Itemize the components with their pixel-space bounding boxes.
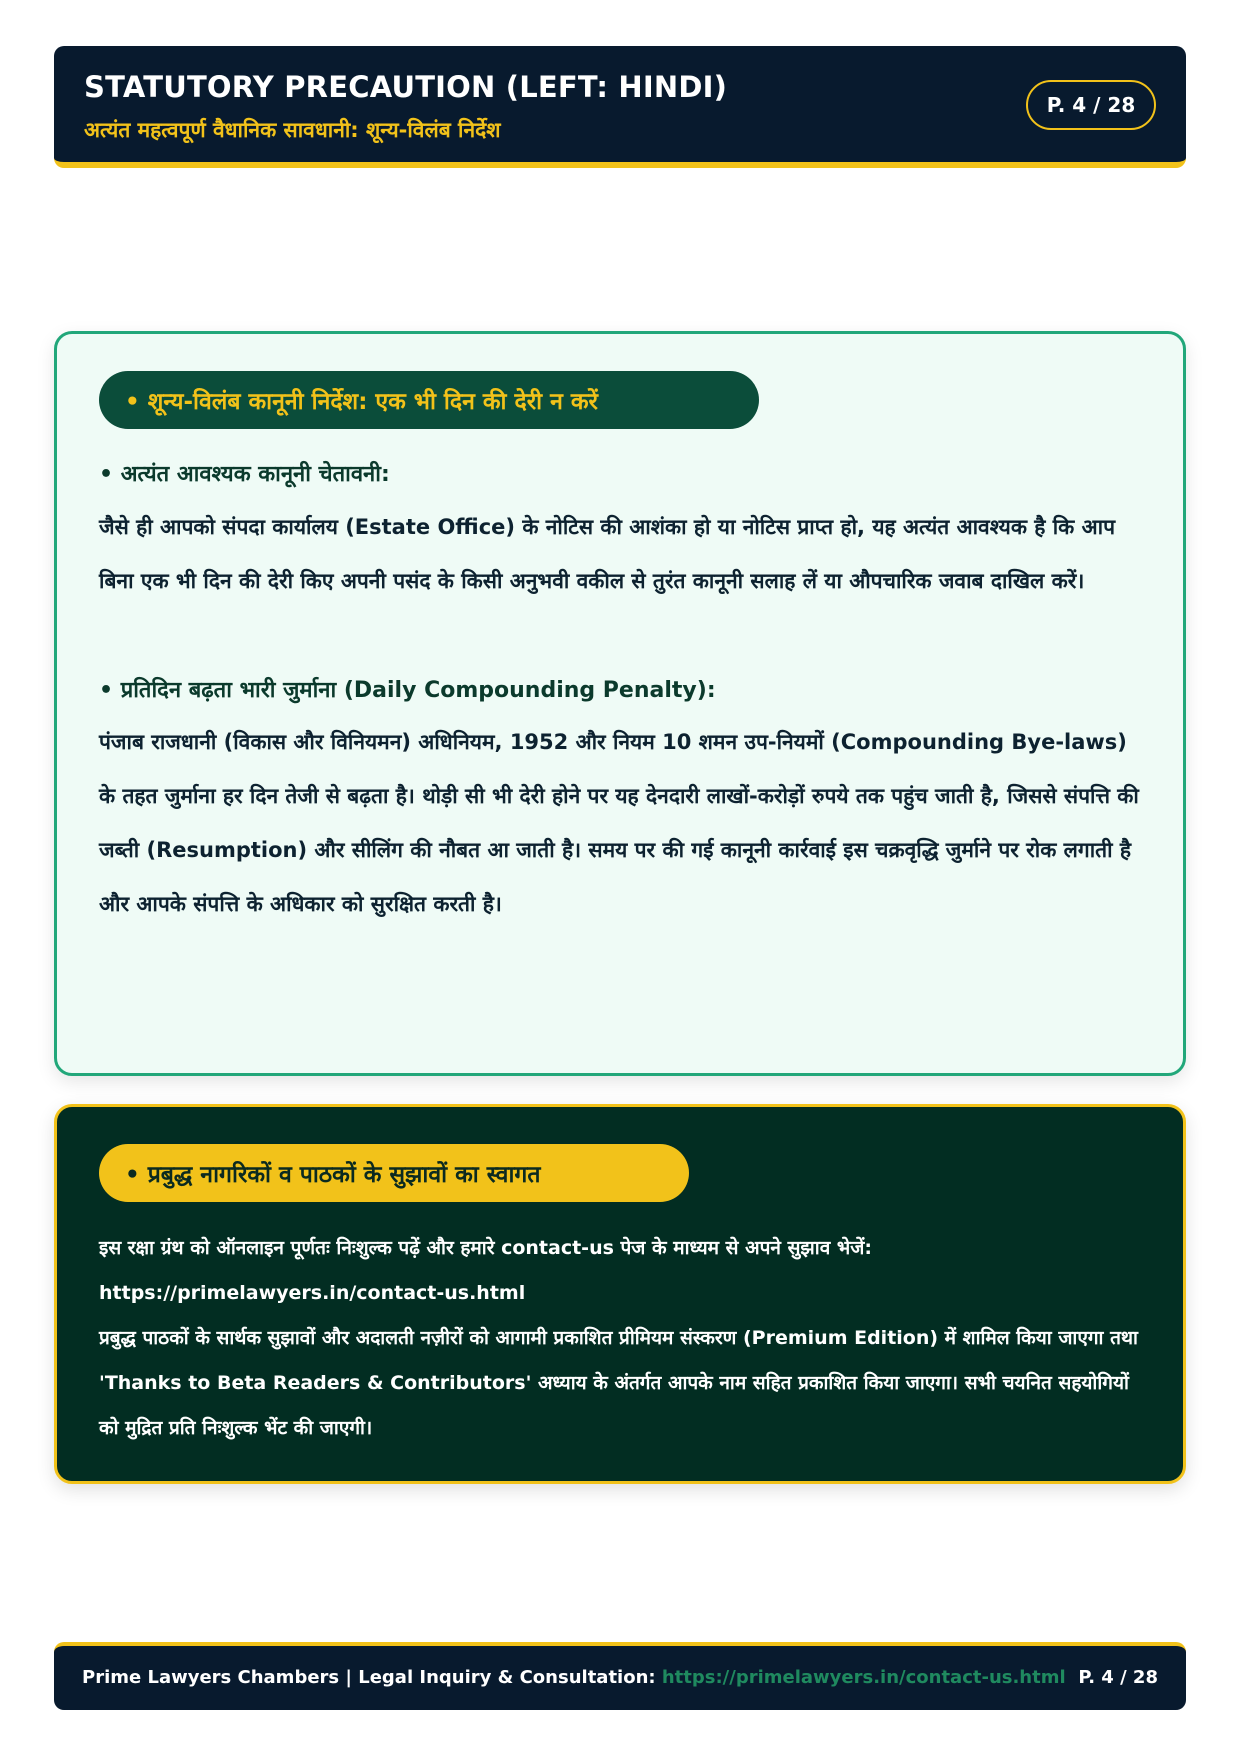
page-number-badge: P. 4 / 28 bbox=[1026, 80, 1156, 130]
footer-contact-link[interactable]: https://primelawyers.in/contact-us.html bbox=[661, 1667, 1066, 1688]
page-header bbox=[54, 46, 1186, 168]
warning-pill-heading: • शून्य-विलंब कानूनी निर्देश: एक भी दिन की देरी न करें bbox=[99, 371, 759, 429]
warning-paragraph: जैसे ही आपको संपदा कार्यालय (Estate Office) के नोटिस की आशंका हो या नोटिस प्राप्त हो, यह अत्यंत आवश्यक है कि आप बिना एक भी दिन की देरी किए अपनी पसंद के किसी अनुभवी वकील से तुरंत कानूनी सलाह लें या औपचारिक जवाब दाखिल करें। bbox=[99, 515, 1115, 593]
legal-warning-card bbox=[54, 331, 1186, 1076]
penalty-heading: • प्रतिदिन बढ़ता भारी जुर्माना (Daily Compounding Penalty): bbox=[99, 678, 716, 703]
suggestions-card bbox=[54, 1104, 1186, 1484]
footer-text bbox=[82, 1667, 1066, 1688]
page-footer bbox=[54, 1642, 1186, 1710]
footer-label: Prime Lawyers Chambers | Legal Inquiry & Consultation: bbox=[82, 1667, 662, 1688]
warning-heading: • अत्यंत आवश्यक कानूनी चेतावनी: bbox=[99, 462, 390, 487]
suggestions-pill-heading: • प्रबुद्ध नागरिकों व पाठकों के सुझावों का स्वागत bbox=[99, 1144, 689, 1202]
suggestions-intro: इस रक्षा ग्रंथ को ऑनलाइन पूर्णतः निःशुल्क पढ़ें और हमारे contact-us पेज के माध्यम से अपने सुझाव भेजें: bbox=[99, 1237, 872, 1259]
header-title: STATUTORY PRECAUTION (LEFT: HINDI) bbox=[84, 70, 728, 104]
header-subtitle: अत्यंत महत्वपूर्ण वैधानिक सावधानी: शून्य-विलंब निर्देश bbox=[84, 118, 501, 142]
contact-url-link[interactable]: https://primelawyers.in/contact-us.html bbox=[99, 1282, 526, 1304]
penalty-paragraph: पंजाब राजधानी (विकास और विनियमन) अधिनियम, 1952 और नियम 10 शमन उप-नियमों (Compounding Bye-laws) के तहत जुर्माना हर दिन तेजी से बढ़ता है। थोड़ी सी भी देरी होने पर यह देनदारी लाखों-करोड़ों रुपये तक पहुंच जाती है, जिससे संपत्ति की जब्ती (Resumption) और सीलिंग की नौबत आ जाती है। समय पर की गई कानूनी कार्रवाई इस चक्रवृद्धि जुर्माने पर रोक लगाती है और आपके संपत्ति के अधिकार को सुरक्षित करती है। bbox=[99, 730, 1139, 916]
footer-page-number: P. 4 / 28 bbox=[1078, 1667, 1158, 1688]
suggestions-paragraph: प्रबुद्ध पाठकों के सार्थक सुझावों और अदालती नज़ीरों को आगामी प्रकाशित प्रीमियम संस्करण (Premium Edition) में शामिल किया जाएगा तथा 'Thanks to Beta Readers & Contributors' अध्याय के अंतर्गत आपके नाम सहित प्रकाशित किया जाएगा। सभी चयनित सहयोगियों को मुद्रित प्रति निःशुल्क भेंट की जाएगी। bbox=[99, 1327, 1138, 1439]
